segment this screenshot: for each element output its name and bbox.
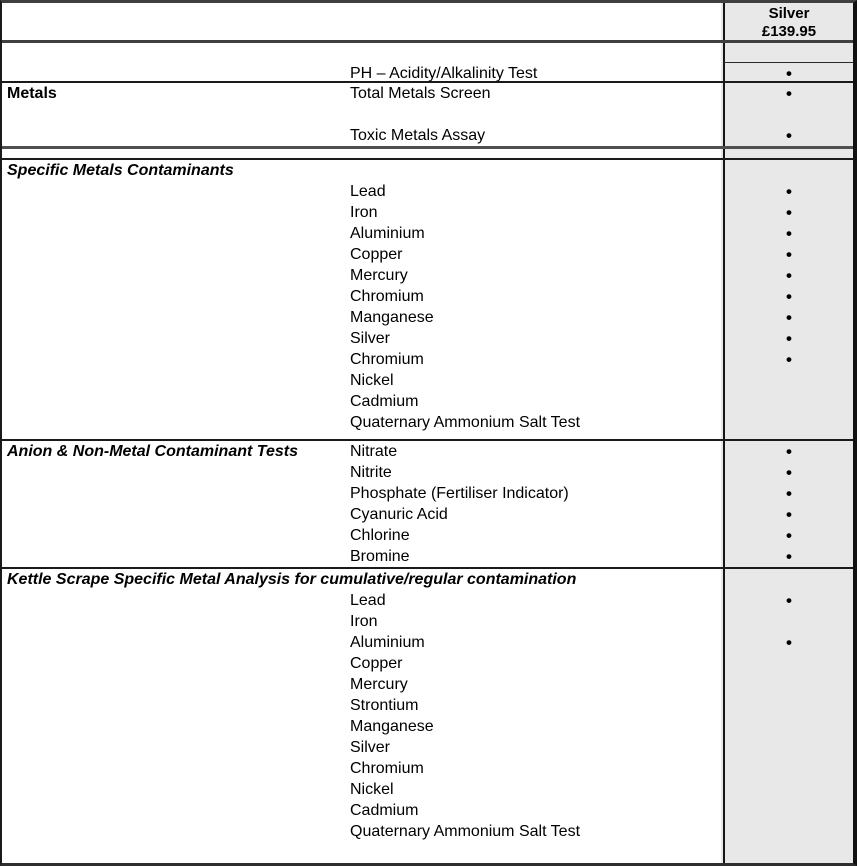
- included-bullet: •: [723, 441, 853, 462]
- test-row: [2, 441, 853, 462]
- test-row: [2, 758, 853, 779]
- included-bullet: •: [723, 244, 853, 265]
- test-name: Manganese: [350, 718, 434, 735]
- test-row: [2, 504, 853, 525]
- test-row: [2, 462, 853, 483]
- test-name: Silver: [350, 739, 391, 756]
- test-row: [2, 546, 853, 567]
- header-row: [2, 3, 853, 43]
- test-name: Quaternary Ammonium Salt Test: [350, 823, 581, 840]
- shaded-cell: [723, 160, 853, 181]
- included-bullet: [723, 674, 853, 695]
- shaded-cell: [723, 433, 853, 439]
- test-row: [2, 737, 853, 758]
- included-bullet: •: [723, 483, 853, 504]
- shaded-cell: [723, 842, 853, 863]
- test-row: [2, 328, 853, 349]
- section-title-row: [2, 160, 853, 181]
- section-title: Kettle Scrape Specific Metal Analysis for cumulative/regular contamination: [7, 571, 577, 588]
- included-bullet: [723, 716, 853, 737]
- test-name: Nitrite: [350, 464, 392, 481]
- included-bullet: •: [723, 546, 853, 567]
- section-title: Specific Metals Contaminants: [7, 162, 234, 179]
- included-bullet: •: [723, 265, 853, 286]
- test-row: [2, 632, 853, 653]
- test-name: Lead: [350, 592, 386, 609]
- test-row: [2, 716, 853, 737]
- included-bullet: •: [723, 328, 853, 349]
- section: [2, 441, 853, 569]
- test-row: [2, 244, 853, 265]
- section: [2, 569, 853, 842]
- header-empty-cell: [2, 3, 723, 40]
- test-row: [2, 370, 853, 391]
- test-row: [2, 525, 853, 546]
- test-name: Toxic Metals Assay: [350, 127, 486, 144]
- included-bullet: [723, 370, 853, 391]
- included-bullet: [723, 695, 853, 716]
- section-title: Anion & Non-Metal Contaminant Tests: [7, 443, 298, 460]
- test-row: [2, 695, 853, 716]
- test-name: Manganese: [350, 309, 434, 326]
- shaded-cell: [723, 43, 853, 63]
- test-row: [2, 202, 853, 223]
- included-bullet: [723, 412, 853, 433]
- shaded-cell: [723, 569, 853, 590]
- included-bullet: [723, 737, 853, 758]
- section-padding-row: [2, 433, 853, 439]
- test-name: [350, 104, 723, 125]
- test-name: Mercury: [350, 676, 408, 693]
- test-name: Nickel: [350, 781, 394, 798]
- included-bullet: •: [723, 63, 853, 81]
- price-column-header: [723, 3, 853, 40]
- included-bullet: [723, 653, 853, 674]
- included-bullet: •: [723, 307, 853, 328]
- test-name: Chlorine: [350, 527, 410, 544]
- test-name: Total Metals Screen: [350, 85, 491, 102]
- test-name: Cadmium: [350, 802, 419, 819]
- test-row: [2, 265, 853, 286]
- test-row: [2, 286, 853, 307]
- included-bullet: [725, 104, 853, 125]
- test-row: [2, 412, 853, 433]
- test-name: Copper: [350, 655, 403, 672]
- test-row: [2, 483, 853, 504]
- included-bullet: [723, 779, 853, 800]
- spacer-row: [2, 149, 853, 160]
- test-name: Chromium: [350, 288, 424, 305]
- test-name: Copper: [350, 246, 403, 263]
- spacer-row: [2, 43, 853, 63]
- included-bullet: •: [723, 202, 853, 223]
- included-bullet: •: [723, 181, 853, 202]
- package-price: £139.95: [761, 23, 817, 40]
- test-name: PH – Acidity/Alkalinity Test: [350, 65, 538, 82]
- test-name: Bromine: [350, 548, 410, 565]
- package-name: Silver: [768, 5, 810, 22]
- test-name: Iron: [350, 613, 378, 630]
- included-bullet: •: [723, 462, 853, 483]
- test-name: Quaternary Ammonium Salt Test: [350, 414, 581, 431]
- test-name: Phosphate (Fertiliser Indicator): [350, 485, 569, 502]
- test-row: [2, 391, 853, 412]
- included-bullet: •: [786, 84, 792, 103]
- included-bullet: •: [723, 525, 853, 546]
- included-bullet: •: [723, 349, 853, 370]
- section: [2, 160, 853, 441]
- metals-tests: [347, 83, 723, 146]
- test-row: [2, 779, 853, 800]
- test-name: Nitrate: [350, 443, 398, 460]
- test-name: Mercury: [350, 267, 408, 284]
- test-name: Cyanuric Acid: [350, 506, 448, 523]
- included-bullet: •: [786, 126, 792, 145]
- sections: [2, 160, 853, 842]
- test-row: [2, 223, 853, 244]
- included-bullet: [723, 800, 853, 821]
- bottom-spacer-row: [2, 842, 853, 863]
- test-name: Cadmium: [350, 393, 419, 410]
- test-row: [2, 307, 853, 328]
- included-bullet: •: [723, 632, 853, 653]
- test-row: [2, 653, 853, 674]
- test-row: [2, 821, 853, 842]
- test-row: [2, 674, 853, 695]
- included-bullet: •: [723, 504, 853, 525]
- shaded-cell: [723, 149, 853, 158]
- ph-test-row: [2, 63, 853, 83]
- category-label: Metals: [7, 85, 57, 102]
- test-name: Nickel: [350, 372, 394, 389]
- test-name: Silver: [350, 330, 391, 347]
- included-bullet: •: [723, 286, 853, 307]
- included-bullet: [723, 611, 853, 632]
- test-name: Chromium: [350, 351, 424, 368]
- test-row: [2, 611, 853, 632]
- metals-included-cells: [723, 83, 853, 146]
- test-row: [2, 800, 853, 821]
- test-name: Strontium: [350, 697, 419, 714]
- section-title-row: [2, 569, 853, 590]
- included-bullet: [723, 821, 853, 842]
- test-row: [2, 590, 853, 611]
- test-name: Aluminium: [350, 634, 425, 651]
- test-name: Chromium: [350, 760, 424, 777]
- test-name: Iron: [350, 204, 378, 221]
- included-bullet: •: [723, 223, 853, 244]
- test-name: Lead: [350, 183, 386, 200]
- test-row: [2, 349, 853, 370]
- metals-category-row: [2, 83, 853, 149]
- test-row: [2, 181, 853, 202]
- included-bullet: [723, 391, 853, 412]
- included-bullet: •: [723, 590, 853, 611]
- included-bullet: [723, 758, 853, 779]
- test-name: Aluminium: [350, 225, 425, 242]
